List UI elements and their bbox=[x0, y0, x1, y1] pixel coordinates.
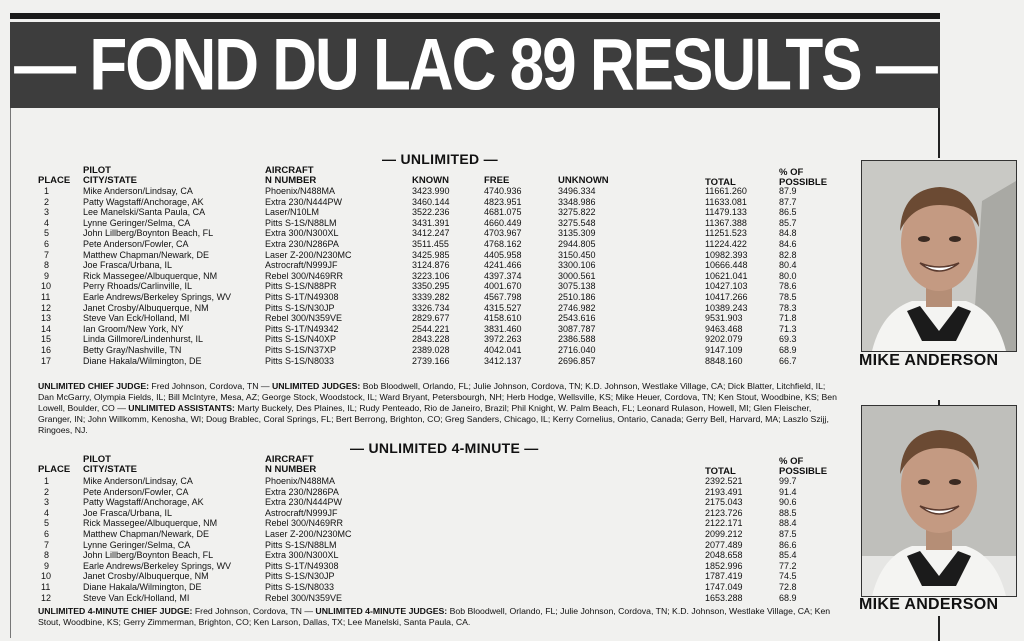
row-known: 3412.247 bbox=[412, 228, 450, 239]
row-aircraft: Pitts S-1S/N8033 bbox=[265, 581, 335, 592]
row-total: 10666.448 bbox=[705, 260, 748, 271]
row-pct: 78.3 bbox=[779, 302, 797, 313]
row-place: 8 bbox=[44, 260, 50, 271]
pilot-portrait-graphic bbox=[862, 406, 1016, 596]
row-pilot: Mike Anderson/Lindsay, CA bbox=[83, 186, 193, 196]
row-known: 3350.295 bbox=[412, 281, 450, 292]
row-pilot: Patty Wagstaff/Anchorage, AK bbox=[83, 196, 204, 207]
row-pct: 85.4 bbox=[779, 550, 797, 561]
row-total: 11367.388 bbox=[705, 217, 747, 228]
notes-text: Marty Buckely, Des Plaines, IL; Rudy Penteado, Rio de Janeiro, Brazil; Phil Knight, W. Palm Beach, FL; Leonard Rulason, Howell, MI; Glen Fleischer, Granger, IN; John Willkomm, Kenosha, WI; Doug Brablec, Coral Springs, FL; Bert Berrong, Brighton, CO; Greg Sanders, Chicago, IL; Kerry Cornelius, Ontario, Canada; Gerry Bell, Harvard, MA; Laszlo Szijj, Ringoes, NJ. bbox=[38, 403, 829, 435]
row-known: 3431.391 bbox=[412, 217, 450, 228]
header-city: CITY/STATE bbox=[83, 175, 138, 186]
unlimited-heading: — UNLIMITED — bbox=[382, 151, 498, 167]
header-unknown: UNKNOWN bbox=[558, 175, 609, 186]
table-row bbox=[0, 571, 860, 582]
row-unknown: 3135.309 bbox=[558, 228, 596, 239]
row-total: 11224.422 bbox=[705, 238, 747, 249]
row-pilot: Pete Anderson/Fowler, CA bbox=[83, 238, 189, 249]
row-pct: 82.8 bbox=[779, 249, 797, 260]
row-total: 11251.523 bbox=[705, 228, 747, 239]
row-free: 4660.449 bbox=[484, 217, 522, 228]
row-aircraft: Rebel 300/N469RR bbox=[265, 518, 344, 529]
row-pct: 69.3 bbox=[779, 334, 797, 345]
row-total: 11661.260 bbox=[705, 186, 747, 196]
header-pilot: PILOT bbox=[83, 454, 111, 465]
row-aircraft: Pitts S-1S/N88LM bbox=[265, 217, 337, 228]
table-row bbox=[0, 593, 860, 604]
header-pct: % OF bbox=[779, 167, 804, 178]
row-pilot: Steve Van Eck/Holland, MI bbox=[83, 592, 190, 603]
row-pilot: Betty Gray/Nashville, TN bbox=[83, 344, 182, 355]
row-total: 10427.103 bbox=[705, 281, 748, 292]
row-known: 2843.228 bbox=[412, 334, 450, 345]
row-total: 2392.521 bbox=[705, 476, 743, 486]
row-total: 2123.726 bbox=[705, 507, 743, 518]
row-unknown: 3348.986 bbox=[558, 196, 596, 207]
row-known: 3223.106 bbox=[412, 270, 450, 281]
table-row bbox=[0, 497, 860, 508]
row-free: 3831.460 bbox=[484, 323, 522, 334]
row-aircraft: Pitts S-1T/N49308 bbox=[265, 560, 339, 571]
four-minute-officials-notes bbox=[38, 606, 838, 628]
row-unknown: 3300.106 bbox=[558, 260, 596, 271]
header-aircraft: AIRCRAFT bbox=[265, 454, 314, 465]
row-pct: 74.5 bbox=[779, 571, 797, 582]
row-place: 1 bbox=[44, 476, 50, 486]
row-place: 8 bbox=[44, 550, 50, 561]
row-pilot: Rick Massegee/Albuquerque, NM bbox=[83, 518, 218, 529]
row-place: 9 bbox=[44, 270, 50, 281]
notes-label: UNLIMITED ASSISTANTS: bbox=[128, 403, 235, 413]
top-rule bbox=[10, 13, 940, 19]
row-pilot: Janet Crosby/Albuquerque, NM bbox=[83, 571, 209, 582]
row-pilot: Rick Massegee/Albuquerque, NM bbox=[83, 270, 218, 281]
row-aircraft: Pitts S-1S/N40XP bbox=[265, 334, 337, 345]
row-aircraft: Laser Z-200/N230MC bbox=[265, 249, 352, 260]
row-known: 3326.734 bbox=[412, 302, 450, 313]
row-aircraft: Laser Z-200/N230MC bbox=[265, 528, 352, 539]
header-nnumber: N NUMBER bbox=[265, 175, 317, 186]
header-possible: POSSIBLE bbox=[779, 177, 828, 188]
notes-label: UNLIMITED CHIEF JUDGE: bbox=[38, 381, 150, 391]
row-pct: 87.9 bbox=[779, 186, 797, 196]
row-aircraft: Rebel 300/N469RR bbox=[265, 270, 344, 281]
row-place: 10 bbox=[41, 281, 52, 292]
row-place: 14 bbox=[41, 323, 52, 334]
row-unknown: 2510.186 bbox=[558, 291, 596, 302]
row-total: 11633.081 bbox=[705, 196, 747, 207]
row-place: 4 bbox=[44, 507, 50, 518]
row-unknown: 3275.548 bbox=[558, 217, 596, 228]
notes-label: UNLIMITED JUDGES: bbox=[271, 381, 361, 391]
row-place: 17 bbox=[41, 355, 52, 366]
table-row bbox=[0, 550, 860, 561]
notes-label: UNLIMITED 4-MINUTE CHIEF JUDGE: bbox=[38, 606, 193, 616]
table-row bbox=[0, 218, 860, 229]
row-pilot: Lynne Geringer/Selma, CA bbox=[83, 217, 191, 228]
row-place: 10 bbox=[41, 571, 52, 582]
row-free: 4567.798 bbox=[484, 291, 522, 302]
row-pct: 84.8 bbox=[779, 228, 797, 239]
row-free: 4001.670 bbox=[484, 281, 522, 292]
row-aircraft: Pitts S-1S/N30JP bbox=[265, 571, 335, 582]
row-known: 2829.677 bbox=[412, 313, 450, 324]
row-free: 3412.137 bbox=[484, 355, 522, 366]
row-free: 4768.162 bbox=[484, 238, 522, 249]
row-total: 2122.171 bbox=[705, 518, 743, 529]
row-known: 3511.455 bbox=[412, 238, 449, 249]
row-place: 5 bbox=[44, 518, 50, 529]
row-pilot: Earle Andrews/Berkeley Springs, WV bbox=[83, 560, 232, 571]
row-pct: 88.4 bbox=[779, 518, 797, 529]
unlimited-officials-notes bbox=[38, 381, 838, 436]
table-row bbox=[0, 250, 860, 261]
row-unknown: 3000.561 bbox=[558, 270, 596, 281]
row-total: 11479.133 bbox=[705, 207, 747, 218]
row-total: 1787.419 bbox=[705, 571, 743, 582]
row-aircraft: Extra 230/N444PW bbox=[265, 497, 343, 508]
row-pilot: Diane Hakala/Wilmington, DE bbox=[83, 581, 202, 592]
header-pilot: PILOT bbox=[83, 165, 111, 176]
row-pilot: Matthew Chapman/Newark, DE bbox=[83, 528, 210, 539]
row-unknown: 2746.982 bbox=[558, 302, 596, 313]
header-place: PLACE bbox=[38, 464, 71, 475]
row-unknown: 2944.805 bbox=[558, 238, 596, 249]
header-possible: POSSIBLE bbox=[779, 466, 828, 477]
row-unknown: 3087.787 bbox=[558, 323, 596, 334]
row-pct: 68.9 bbox=[779, 592, 797, 603]
photo-caption: MIKE ANDERSON bbox=[859, 596, 999, 613]
row-unknown: 3496.334 bbox=[558, 186, 596, 196]
row-total: 9147.109 bbox=[705, 344, 743, 355]
row-pct: 66.7 bbox=[779, 355, 797, 366]
four-minute-heading: — UNLIMITED 4-MINUTE — bbox=[350, 440, 539, 456]
row-pilot: Diane Hakala/Wilmington, DE bbox=[83, 355, 202, 366]
table-row bbox=[0, 324, 860, 335]
row-known: 2544.221 bbox=[412, 323, 450, 334]
row-place: 1 bbox=[44, 186, 50, 196]
header-free: FREE bbox=[484, 175, 510, 186]
row-pct: 80.4 bbox=[779, 260, 797, 271]
row-aircraft: Rebel 300/N359VE bbox=[265, 313, 343, 324]
row-pct: 90.6 bbox=[779, 497, 797, 508]
pilot-portrait-graphic bbox=[862, 161, 1016, 351]
table-row bbox=[0, 487, 860, 498]
row-place: 13 bbox=[41, 313, 52, 324]
row-unknown: 2716.040 bbox=[558, 344, 596, 355]
row-pct: 77.2 bbox=[779, 560, 797, 571]
row-pct: 88.5 bbox=[779, 507, 797, 518]
row-total: 9531.903 bbox=[705, 313, 743, 324]
notes-text: Bob Bloodwell, Orlando, FL; Julie Johnson, Cordova, TN; K.D. Johnson, Westlake Village, CA; Dick Blatter, Litchfield, IL; Dan McGarry, Olympia Fields, IL; Bill McIntyre, Mesa, AZ; George Stock, Woodstock, IL; Ward Bryant, Petersbourgh, NH; Herb Hodge, Wellsville, KS; Mike Heuer, Cordova, TN; Ken Stout, Woodbine, KS; Ben Lowell, Boulder, CO — bbox=[38, 381, 837, 413]
row-aircraft: Extra 230/N286PA bbox=[265, 486, 339, 497]
table-row bbox=[0, 197, 860, 208]
row-total: 9202.079 bbox=[705, 334, 743, 345]
row-aircraft: Laser/N10LM bbox=[265, 207, 320, 218]
row-pilot: Linda Gillmore/Lindenhurst, IL bbox=[83, 334, 204, 345]
table-row bbox=[0, 281, 860, 292]
row-place: 16 bbox=[41, 344, 52, 355]
row-known: 2739.166 bbox=[412, 355, 450, 366]
row-total: 10389.243 bbox=[705, 302, 748, 313]
row-total: 1852.996 bbox=[705, 560, 743, 571]
table-row bbox=[0, 540, 860, 551]
row-free: 4315.527 bbox=[484, 302, 522, 313]
row-total: 2077.489 bbox=[705, 539, 743, 550]
row-aircraft: Extra 230/N286PA bbox=[265, 238, 339, 249]
row-place: 9 bbox=[44, 560, 50, 571]
row-aircraft: Astrocraft/N999JF bbox=[265, 507, 338, 518]
table-row bbox=[0, 303, 860, 314]
row-known: 3423.990 bbox=[412, 186, 450, 196]
row-unknown: 2543.616 bbox=[558, 313, 596, 324]
table-row bbox=[0, 186, 860, 197]
row-aircraft: Pitts S-1S/N30JP bbox=[265, 302, 335, 313]
notes-text: Fred Johnson, Cordova, TN — bbox=[149, 381, 272, 391]
table-row bbox=[0, 334, 860, 345]
header-nnumber: N NUMBER bbox=[265, 464, 317, 475]
row-free: 4405.958 bbox=[484, 249, 522, 260]
row-pilot: Lee Manelski/Santa Paula, CA bbox=[83, 207, 206, 218]
row-free: 4681.075 bbox=[484, 207, 522, 218]
row-total: 1653.288 bbox=[705, 592, 743, 603]
row-pilot: John Lillberg/Boynton Beach, FL bbox=[83, 550, 214, 561]
notes-label: UNLIMITED 4-MINUTE JUDGES: bbox=[315, 606, 448, 616]
row-aircraft: Pitts S-1S/N8033 bbox=[265, 355, 335, 366]
row-place: 12 bbox=[41, 592, 52, 603]
row-place: 2 bbox=[44, 486, 50, 497]
row-place: 11 bbox=[41, 291, 51, 302]
notes-text: Bob Bloodwell, Orlando, FL; Julie Johnson, Cordova, TN; K.D. Johnson, Westlake Village, CA; Ken Stout, Woodbine, KS; Gerry Zimmerman, Brighton, CO; Ken Larson, Dallas, TX; Lee Manelski, Santa Paula, CA. bbox=[38, 606, 831, 627]
row-aircraft: Pitts S-1T/N49342 bbox=[265, 323, 339, 334]
row-known: 2389.028 bbox=[412, 344, 450, 355]
row-pilot: Matthew Chapman/Newark, DE bbox=[83, 249, 210, 260]
header-aircraft: AIRCRAFT bbox=[265, 165, 314, 176]
row-total: 1747.049 bbox=[705, 581, 743, 592]
row-total: 10417.266 bbox=[705, 291, 748, 302]
row-free: 4823.951 bbox=[484, 196, 522, 207]
row-pilot: John Lillberg/Boynton Beach, FL bbox=[83, 228, 214, 239]
row-place: 4 bbox=[44, 217, 50, 228]
row-pilot: Perry Rhoads/Carlinville, IL bbox=[83, 281, 193, 292]
row-place: 6 bbox=[44, 238, 50, 249]
row-place: 12 bbox=[41, 302, 52, 313]
row-aircraft: Extra 300/N300XL bbox=[265, 228, 339, 239]
row-total: 10982.393 bbox=[705, 249, 748, 260]
row-pct: 86.6 bbox=[779, 539, 797, 550]
row-total: 10621.041 bbox=[705, 270, 748, 281]
row-total: 8848.160 bbox=[705, 355, 743, 366]
table-row bbox=[0, 313, 860, 324]
table-row bbox=[0, 508, 860, 519]
table-row bbox=[0, 476, 860, 487]
row-known: 3425.985 bbox=[412, 249, 450, 260]
table-row bbox=[0, 345, 860, 356]
table-row bbox=[0, 239, 860, 250]
table-row bbox=[0, 356, 860, 367]
row-place: 2 bbox=[44, 196, 50, 207]
photo-caption: MIKE ANDERSON bbox=[859, 352, 999, 369]
row-unknown: 3150.450 bbox=[558, 249, 596, 260]
row-pct: 68.9 bbox=[779, 344, 797, 355]
row-free: 4740.936 bbox=[484, 186, 522, 196]
row-free: 4397.374 bbox=[484, 270, 522, 281]
row-pct: 87.7 bbox=[779, 196, 797, 207]
four-minute-results-table bbox=[0, 476, 860, 603]
row-pct: 71.3 bbox=[779, 323, 797, 334]
row-pct: 72.8 bbox=[779, 581, 797, 592]
row-pct: 85.7 bbox=[779, 217, 797, 228]
row-place: 5 bbox=[44, 228, 50, 239]
table-row bbox=[0, 292, 860, 303]
row-total: 2175.043 bbox=[705, 497, 743, 508]
table-row bbox=[0, 228, 860, 239]
row-pct: 86.5 bbox=[779, 207, 797, 218]
row-aircraft: Extra 230/N444PW bbox=[265, 196, 343, 207]
row-aircraft: Extra 300/N300XL bbox=[265, 550, 339, 561]
row-aircraft: Pitts S-1S/N88LM bbox=[265, 539, 337, 550]
row-free: 3972.263 bbox=[484, 334, 522, 345]
row-pilot: Ian Groom/New York, NY bbox=[83, 323, 184, 334]
row-total: 2099.212 bbox=[705, 528, 743, 539]
row-aircraft: Pitts S-1S/N88PR bbox=[265, 281, 337, 292]
row-place: 7 bbox=[44, 249, 50, 260]
pilot-photo bbox=[861, 405, 1017, 597]
table-row bbox=[0, 518, 860, 529]
row-aircraft: Astrocraft/N999JF bbox=[265, 260, 338, 271]
pilot-photo bbox=[861, 160, 1017, 352]
table-row bbox=[0, 529, 860, 540]
row-pct: 78.6 bbox=[779, 281, 797, 292]
row-total: 2048.658 bbox=[705, 550, 743, 561]
row-free: 4703.967 bbox=[484, 228, 522, 239]
row-free: 4158.610 bbox=[484, 313, 522, 324]
table-row bbox=[0, 271, 860, 282]
header-place: PLACE bbox=[38, 175, 71, 186]
row-pilot: Earle Andrews/Berkeley Springs, WV bbox=[83, 291, 232, 302]
row-pct: 71.8 bbox=[779, 313, 797, 324]
header-pct: % OF bbox=[779, 456, 804, 467]
row-known: 3124.876 bbox=[412, 260, 450, 271]
row-pct: 78.5 bbox=[779, 291, 797, 302]
row-place: 11 bbox=[41, 581, 51, 592]
row-place: 6 bbox=[44, 528, 50, 539]
header-total: TOTAL bbox=[705, 177, 736, 188]
column-divider-top bbox=[938, 108, 940, 158]
table-row bbox=[0, 561, 860, 572]
row-pilot: Steve Van Eck/Holland, MI bbox=[83, 313, 190, 324]
row-aircraft: Pitts S-1S/N37XP bbox=[265, 344, 337, 355]
row-free: 4042.041 bbox=[484, 344, 522, 355]
notes-text: Fred Johnson, Cordova, TN — bbox=[192, 606, 316, 616]
row-aircraft: Phoenix/N488MA bbox=[265, 476, 336, 486]
row-pilot: Patty Wagstaff/Anchorage, AK bbox=[83, 497, 204, 508]
row-total: 9463.468 bbox=[705, 323, 743, 334]
row-pilot: Janet Crosby/Albuquerque, NM bbox=[83, 302, 209, 313]
unlimited-results-table bbox=[0, 186, 860, 366]
row-pilot: Pete Anderson/Fowler, CA bbox=[83, 486, 189, 497]
row-place: 7 bbox=[44, 539, 50, 550]
row-aircraft: Pitts S-1T/N49308 bbox=[265, 291, 339, 302]
row-place: 15 bbox=[41, 334, 52, 345]
row-total: 2193.491 bbox=[705, 486, 743, 497]
row-place: 3 bbox=[44, 207, 50, 218]
row-pct: 99.7 bbox=[779, 476, 797, 486]
column-divider-bottom bbox=[938, 616, 940, 641]
row-pct: 87.5 bbox=[779, 528, 797, 539]
row-pct: 91.4 bbox=[779, 486, 797, 497]
row-unknown: 2386.588 bbox=[558, 334, 596, 345]
header-total: TOTAL bbox=[705, 466, 736, 477]
header-known: KNOWN bbox=[412, 175, 449, 186]
row-pilot: Lynne Geringer/Selma, CA bbox=[83, 539, 191, 550]
page-title-banner bbox=[10, 22, 940, 108]
row-pilot: Joe Frasca/Urbana, IL bbox=[83, 260, 173, 271]
row-aircraft: Phoenix/N488MA bbox=[265, 186, 336, 196]
row-pct: 84.6 bbox=[779, 238, 797, 249]
row-pilot: Mike Anderson/Lindsay, CA bbox=[83, 476, 193, 486]
row-pilot: Joe Frasca/Urbana, IL bbox=[83, 507, 173, 518]
row-pct: 80.0 bbox=[779, 270, 797, 281]
row-unknown: 3075.138 bbox=[558, 281, 596, 292]
row-known: 3522.236 bbox=[412, 207, 450, 218]
table-row bbox=[0, 207, 860, 218]
row-aircraft: Rebel 300/N359VE bbox=[265, 592, 343, 603]
page-title: — FOND DU LAC 89 RESULTS — bbox=[14, 24, 936, 106]
row-known: 3339.282 bbox=[412, 291, 450, 302]
table-row bbox=[0, 260, 860, 271]
row-unknown: 3275.822 bbox=[558, 207, 596, 218]
row-known: 3460.144 bbox=[412, 196, 450, 207]
table-row bbox=[0, 582, 860, 593]
header-city: CITY/STATE bbox=[83, 464, 138, 475]
row-place: 3 bbox=[44, 497, 50, 508]
row-unknown: 2696.857 bbox=[558, 355, 596, 366]
row-free: 4241.466 bbox=[484, 260, 522, 271]
